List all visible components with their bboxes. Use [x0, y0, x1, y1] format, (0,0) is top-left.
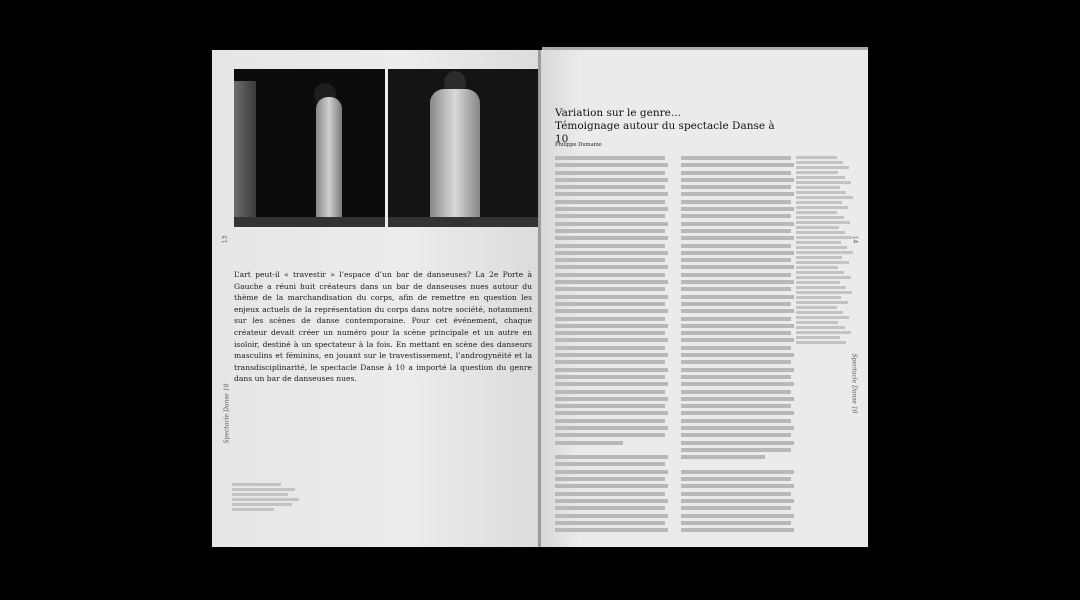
text-line: [555, 185, 665, 189]
footnote-line: [796, 231, 845, 234]
text-line: [555, 178, 668, 182]
text-line: [555, 499, 668, 503]
text-line: [555, 462, 665, 466]
footnote-line: [796, 241, 841, 244]
text-line: [555, 390, 665, 394]
text-line: [555, 251, 668, 255]
left-page: [212, 50, 538, 547]
footnote-line: [796, 211, 837, 214]
footnote-line: [796, 246, 847, 249]
text-line: [681, 353, 794, 357]
text-line: [555, 419, 665, 423]
text-line: [681, 360, 791, 364]
footnote-line: [796, 186, 840, 189]
text-line: [555, 375, 665, 379]
text-line: [555, 324, 668, 328]
text-line: [555, 433, 665, 437]
text-line: [555, 192, 668, 196]
text-line: [681, 528, 794, 532]
footnote-line: [796, 296, 841, 299]
text-line: [555, 229, 665, 233]
text-line: [555, 506, 665, 510]
text-line: [555, 397, 668, 401]
text-line: [555, 360, 665, 364]
figure-body: [316, 97, 342, 221]
footnote-line: [796, 171, 838, 174]
footnote-line: [796, 166, 849, 169]
text-line: [555, 236, 668, 240]
text-line: [555, 448, 665, 452]
intro-paragraph: L’art peut-il « travestir » l’espace d’un bar de danseuses? La 2e Porte à Gauche a réuni huit créateurs dans un bar de danseuses nues autour du thème de la marchandisation du corps, afin de remettre en question les enjeux actuels de la représentation du corps dans notre société, notamment sur les scènes de danse contemporaine. Pour cet événement, chaque créateur devait créer un numéro pour la scène principale et un autre en isoloir, destiné à un spectateur à la fois. En mettant en scène des danseurs masculins et féminins, en jouant sur le travestissement, l’androgynéité et la transdisciplinarité, le spectacle Danse à 10 a importé la question du genre dans un bar de danseuses nues.: [234, 270, 532, 384]
text-line: [681, 346, 791, 350]
text-line: [681, 492, 791, 496]
footnote-line: [796, 316, 849, 319]
text-line: [681, 521, 791, 525]
text-line: [681, 251, 794, 255]
footnote-line: [796, 336, 840, 339]
footnote-line: [796, 191, 846, 194]
footnote-line: [796, 226, 839, 229]
footnote-line: [796, 156, 837, 159]
text-line: [681, 229, 791, 233]
footnote-line: [796, 306, 837, 309]
figure-body: [430, 89, 480, 221]
text-line: [555, 295, 668, 299]
dancer-back-photo-icon: [388, 69, 539, 227]
body-column: [681, 156, 798, 535]
text-line: [681, 295, 794, 299]
footnote-line: [796, 216, 844, 219]
text-line: [681, 287, 791, 291]
footnote-line: [796, 181, 851, 184]
footnote-line: [796, 286, 846, 289]
text-line: [681, 207, 794, 211]
text-line: [555, 156, 665, 160]
text-line: [681, 390, 791, 394]
title-line: Témoignage autour du spectacle Danse à 10: [555, 120, 775, 145]
text-line: [555, 265, 668, 269]
text-line: [555, 455, 668, 459]
text-line: [681, 244, 791, 248]
text-line: [681, 448, 791, 452]
text-line: [681, 499, 794, 503]
text-line: [681, 317, 791, 321]
footnote-line: [796, 321, 838, 324]
footnote-line: [796, 291, 852, 294]
text-line: [555, 244, 665, 248]
text-line: [681, 331, 791, 335]
article-title: [555, 107, 775, 146]
text-line: [555, 214, 665, 218]
text-line: [555, 207, 668, 211]
text-line: [555, 287, 665, 291]
text-line: [681, 236, 794, 240]
text-line: [555, 368, 668, 372]
footnote-line: [796, 201, 842, 204]
text-line: [555, 382, 668, 386]
text-line: [681, 375, 791, 379]
text-line: [681, 163, 794, 167]
text-line: [555, 163, 668, 167]
footnote-line: [796, 271, 844, 274]
text-line: [555, 477, 665, 481]
text-line: [555, 273, 665, 277]
curtain-shape: [234, 81, 256, 227]
text-line: [681, 514, 794, 518]
text-line: [681, 280, 794, 284]
text-line: [681, 419, 791, 423]
title-line: Variation sur le genre...: [555, 107, 681, 119]
author-name: Philippe Dumaine: [555, 142, 602, 148]
photo-caption: [232, 483, 302, 513]
text-line: [681, 265, 794, 269]
text-line: [555, 528, 668, 532]
footnote-line: [796, 331, 851, 334]
text-line: [681, 222, 794, 226]
text-line: [555, 441, 623, 445]
text-line: [681, 338, 794, 342]
page-number: 13: [221, 235, 229, 244]
footnote-line: [796, 176, 845, 179]
footnote-line: [796, 311, 843, 314]
text-line: [681, 302, 791, 306]
text-line: [555, 484, 668, 488]
footnote-line: [796, 161, 843, 164]
footnote-line: [796, 341, 846, 344]
running-head: Spectacle Danse 10: [223, 383, 231, 444]
right-page: [541, 50, 868, 547]
text-line: [681, 484, 794, 488]
footnote-line: [796, 261, 849, 264]
page-number: 14: [851, 235, 859, 244]
text-line: [681, 470, 794, 474]
text-line: [555, 514, 668, 518]
text-line: [681, 171, 791, 175]
text-line: [555, 200, 665, 204]
text-line: [681, 309, 794, 313]
floor-shape: [234, 217, 385, 227]
text-line: [555, 404, 665, 408]
floor-shape: [388, 217, 539, 227]
text-line: [555, 346, 665, 350]
footnote-line: [796, 326, 845, 329]
text-line: [555, 309, 668, 313]
text-line: [681, 382, 794, 386]
text-line: [681, 397, 794, 401]
footnote-line: [796, 281, 840, 284]
footnote-line: [796, 251, 853, 254]
footnotes: [796, 156, 854, 346]
text-line: [681, 200, 791, 204]
text-line: [681, 156, 791, 160]
footnote-line: [796, 206, 848, 209]
text-line: [555, 470, 668, 474]
text-line: [681, 185, 791, 189]
text-line: [555, 411, 668, 415]
text-line: [681, 178, 794, 182]
text-line: [555, 426, 668, 430]
text-line: [681, 455, 765, 459]
text-line: [681, 258, 791, 262]
text-line: [555, 353, 668, 357]
footnote-line: [796, 276, 851, 279]
text-line: [681, 411, 794, 415]
text-line: [681, 433, 791, 437]
text-line: [681, 273, 791, 277]
magazine-spread: [212, 50, 868, 547]
text-line: [555, 492, 665, 496]
text-line: [681, 426, 794, 430]
text-line: [681, 477, 791, 481]
text-line: [555, 222, 668, 226]
text-line: [555, 280, 668, 284]
text-line: [681, 462, 791, 466]
text-line: [555, 521, 665, 525]
text-line: [681, 214, 791, 218]
text-line: [555, 338, 668, 342]
footnote-line: [796, 196, 853, 199]
text-line: [681, 404, 791, 408]
text-line: [555, 317, 665, 321]
footnote-line: [796, 256, 842, 259]
text-line: [681, 368, 794, 372]
text-line: [555, 171, 665, 175]
text-line: [555, 331, 665, 335]
text-line: [555, 258, 665, 262]
running-head: Spectacle Danse 10: [850, 353, 858, 414]
footnote-line: [796, 221, 850, 224]
footnote-line: [796, 301, 848, 304]
text-line: [681, 324, 794, 328]
footnote-line: [796, 236, 852, 239]
text-line: [681, 192, 794, 196]
dancer-photo-icon: [234, 69, 385, 227]
body-column: [555, 156, 672, 535]
text-line: [555, 302, 665, 306]
text-line: [681, 506, 791, 510]
text-line: [681, 441, 794, 445]
footnote-line: [796, 266, 838, 269]
